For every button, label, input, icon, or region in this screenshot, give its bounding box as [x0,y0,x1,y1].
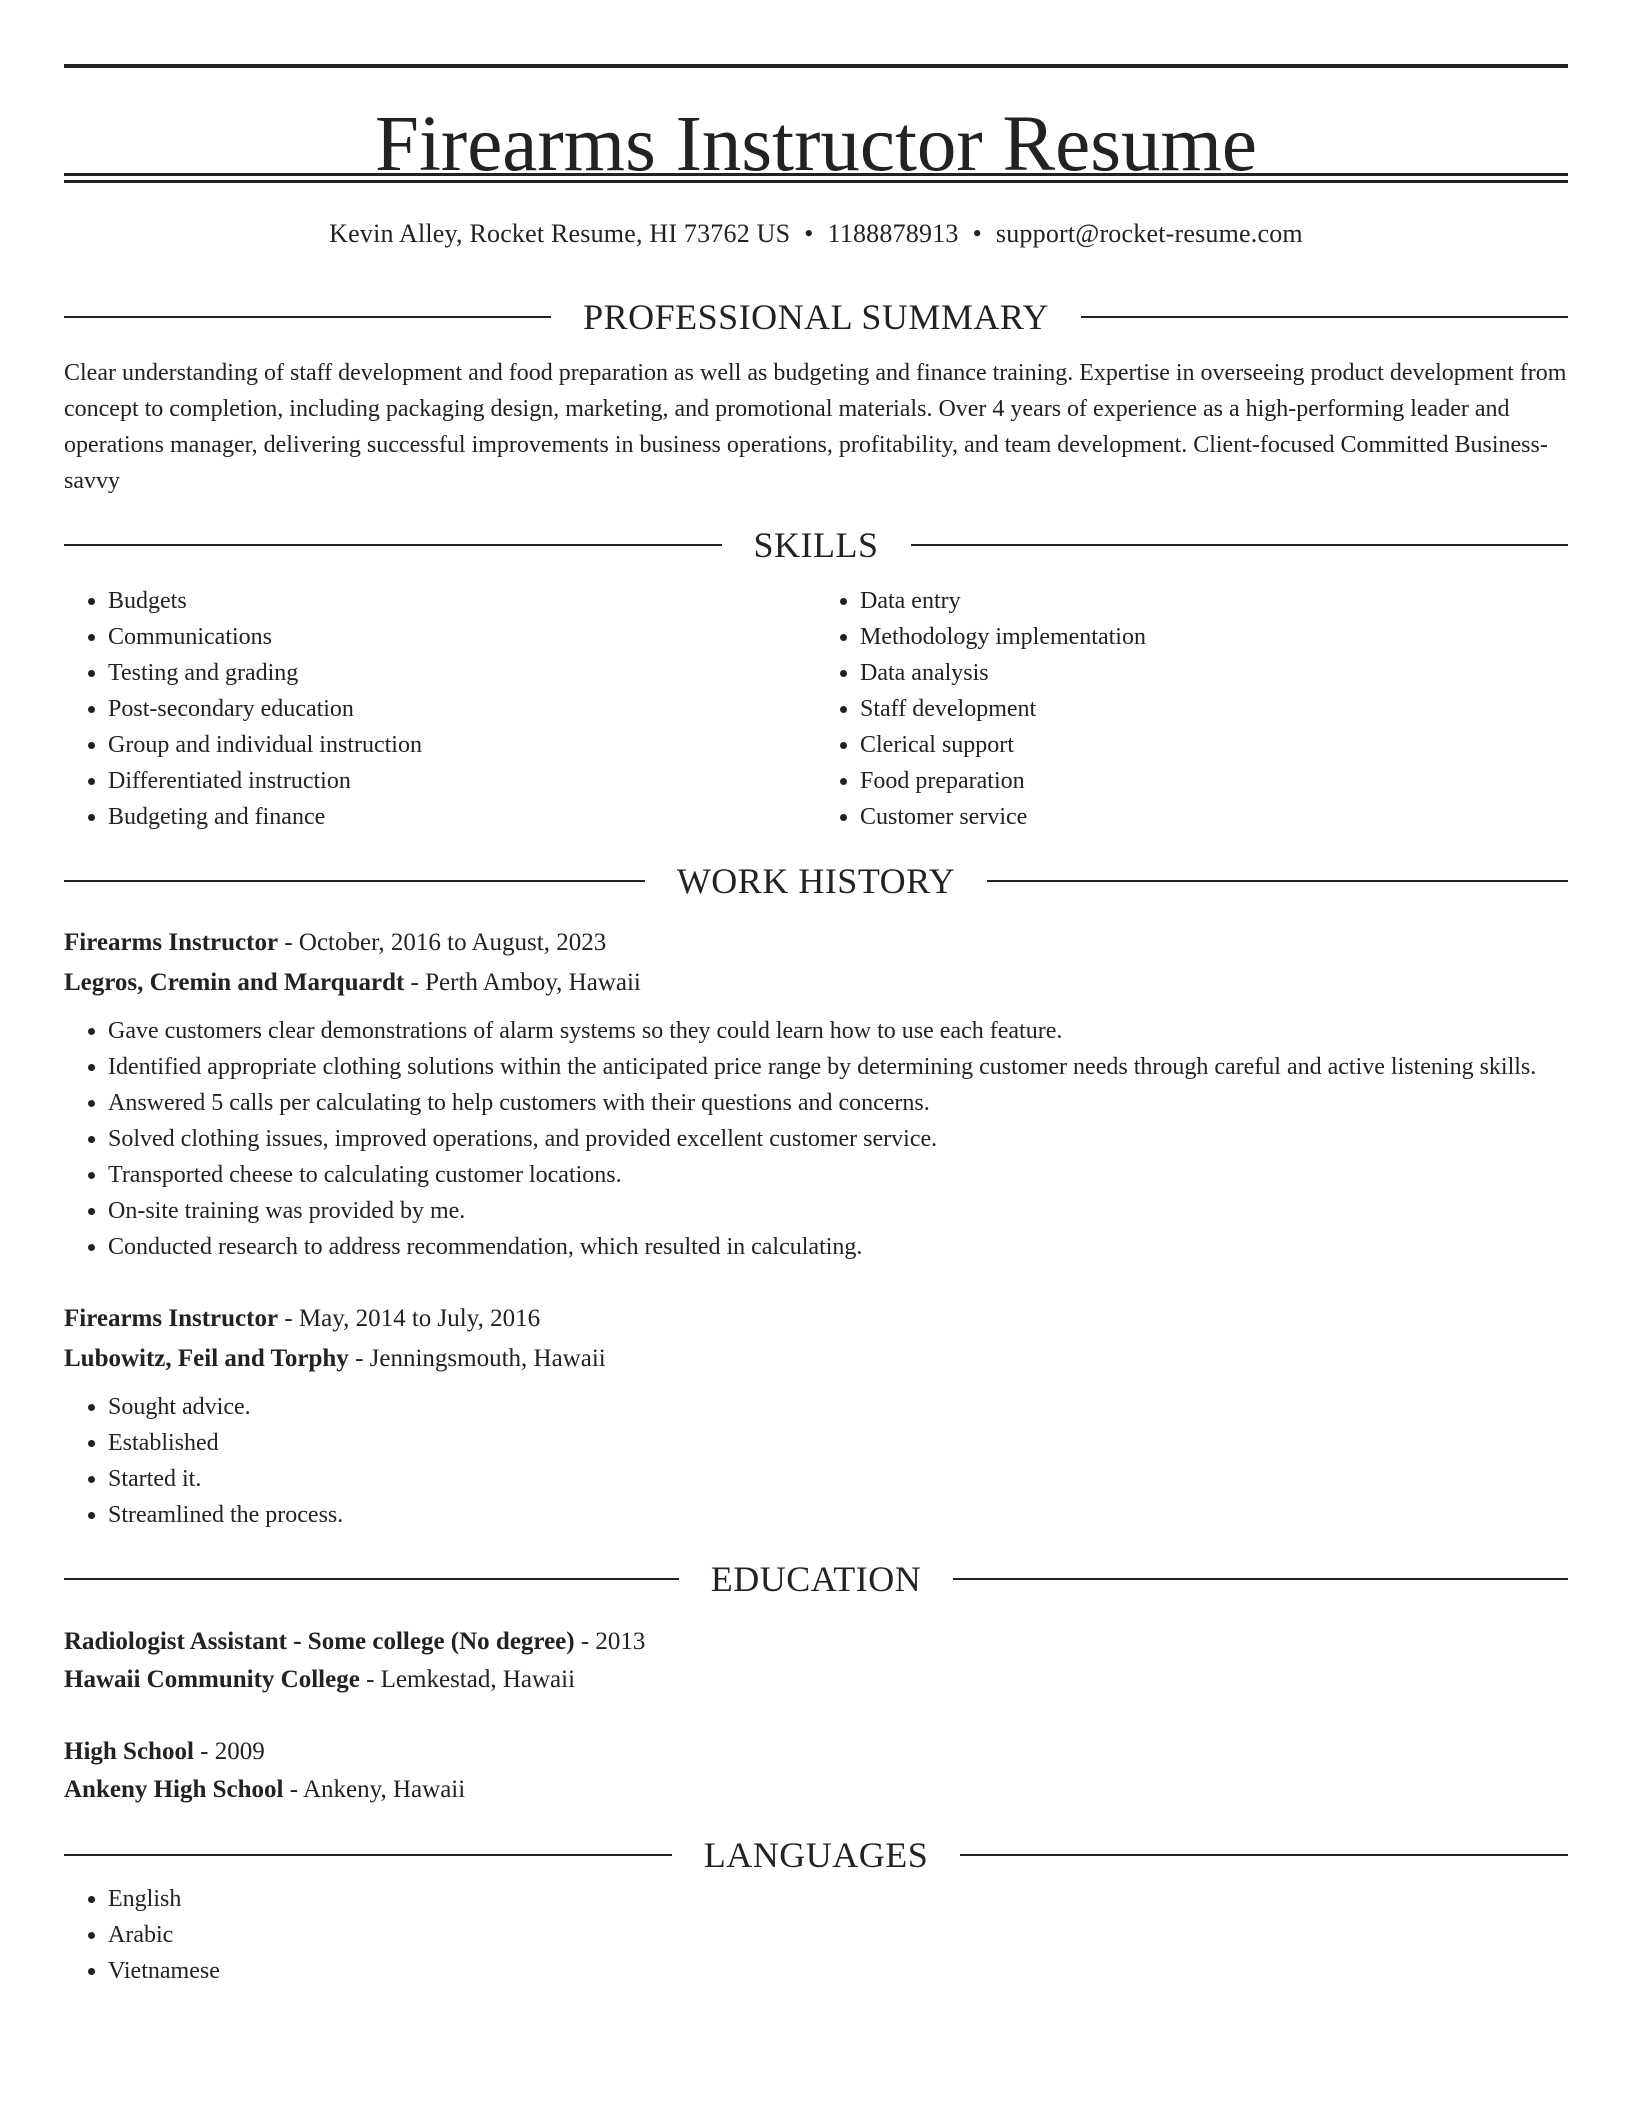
education-degree-line [64,1623,1568,1661]
job-bullet: • Identified appropriate clothing solutions within the anticipated price range by determining customer needs through careful and active listening skills. [108,1049,1568,1085]
job-bullet: • Transported cheese to calculating customer locations. [108,1157,1568,1193]
education-location: - Ankeny, Hawaii [289,1776,466,1803]
section-header-summary [64,291,1568,343]
section-title-summary: PROFESSIONAL SUMMARY [583,297,1049,337]
page-title: Firearms Instructor Resume [375,101,1257,188]
skill-item: • Budgets [108,583,816,619]
skill-item: • Differentiated instruction [108,763,816,799]
section-header-skills [64,519,1568,571]
skill-item: • Group and individual instruction [108,727,816,763]
education-year: - 2013 [580,1628,646,1655]
contact-email: support@rocket-resume.com [995,219,1303,248]
skill-item: • Post-secondary education [108,691,816,727]
skill-item: • Food preparation [860,763,1568,799]
contact-separator: • [804,219,814,248]
job-bullet: • Answered 5 calls per calculating to help customers with their questions and concerns. [108,1085,1568,1121]
section-title-skills: SKILLS [753,525,879,565]
job-bullets [64,1389,1568,1533]
job-title-line [64,1299,1568,1339]
job-company-line [64,1339,1568,1379]
job-bullet: • Solved clothing issues, improved operations, and provided excellent customer service. [108,1121,1568,1157]
section-header-work [64,855,1568,907]
education-degree: Radiologist Assistant - Some college (No degree) [64,1628,575,1655]
contact-phone: 1188878913 [827,219,959,248]
education-school-line [64,1661,1568,1699]
education-entry [64,1623,1568,1699]
skill-item: • Customer service [860,799,1568,835]
job-bullet: • Started it. [108,1461,1568,1497]
job-bullet: • Streamlined the process. [108,1497,1568,1533]
skill-item: • Testing and grading [108,655,816,691]
job-company: Lubowitz, Feil and Torphy [64,1345,349,1372]
language-item: • Vietnamese [108,1953,1568,1989]
section-title-work: WORK HISTORY [676,861,956,901]
language-item: • Arabic [108,1917,1568,1953]
education-degree-line [64,1733,1568,1771]
education-year: - 2009 [200,1738,265,1765]
skills-column-left [64,583,816,835]
education-entry [64,1733,1568,1809]
job-location: - Jenningsmouth, Hawaii [355,1345,606,1372]
job-title: Firearms Instructor [64,929,279,956]
job-bullet: • Gave customers clear demonstrations of alarm systems so they could learn how to use each feature. [108,1013,1568,1049]
section-title-education: EDUCATION [710,1559,922,1599]
skill-item: • Budgeting and finance [108,799,816,835]
education-school: Ankeny High School [64,1776,284,1803]
job-bullet: • On-site training was provided by me. [108,1193,1568,1229]
job-dates: - October, 2016 to August, 2023 [284,929,607,956]
contact-separator: • [972,219,982,248]
contact-address: Kevin Alley, Rocket Resume, HI 73762 US [329,219,791,248]
job-company: Legros, Cremin and Marquardt [64,969,405,996]
job-title: Firearms Instructor [64,1305,279,1332]
skill-item: • Data analysis [860,655,1568,691]
job-entry [64,1299,1568,1533]
summary-text: Clear understanding of staff development and food preparation as well as budgeting and finance training. Expertise in overseeing product development from concept to completion, including packaging design, marketing, and promotional materials. Over 4 years of experience as a high-performing leader and operations manager, delivering successful improvements in business operations, profitability, and team development. Client-focused Committed Business-savvy [64,360,1567,494]
job-title-line [64,923,1568,963]
resume-content [64,64,1568,1989]
section-header-education [64,1553,1568,1605]
job-entry [64,923,1568,1265]
job-bullet: • Conducted research to address recommendation, which resulted in calculating. [108,1229,1568,1265]
languages-list [64,1881,1568,1989]
section-header-languages [64,1829,1568,1881]
education-school: Hawaii Community College [64,1666,360,1693]
education-school-line [64,1771,1568,1809]
contact-line [64,217,1568,251]
section-title-languages: LANGUAGES [703,1835,929,1875]
language-item: • English [108,1881,1568,1917]
education-location: - Lemkestad, Hawaii [366,1666,576,1693]
skill-item: • Methodology implementation [860,619,1568,655]
job-bullet: • Established [108,1425,1568,1461]
skills-list [64,583,1568,835]
skill-item: • Communications [108,619,816,655]
job-bullet: • Sought advice. [108,1389,1568,1425]
job-bullets [64,1013,1568,1265]
skills-column-right [816,583,1568,835]
skill-item: • Clerical support [860,727,1568,763]
education-degree: High School [64,1738,194,1765]
job-location: - Perth Amboy, Hawaii [410,969,641,996]
skill-item: • Data entry [860,583,1568,619]
job-dates: - May, 2014 to July, 2016 [284,1305,541,1332]
skill-item: • Staff development [860,691,1568,727]
job-company-line [64,963,1568,1003]
